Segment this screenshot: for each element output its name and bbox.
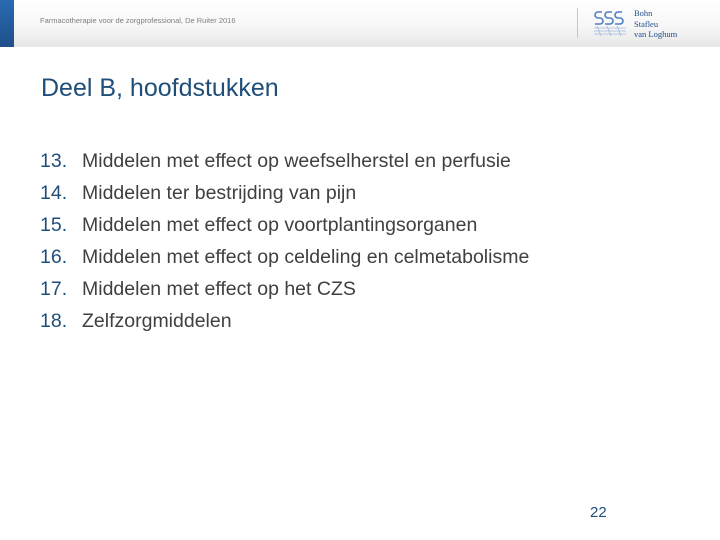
chapter-number: 13. bbox=[40, 150, 68, 172]
left-accent-bar bbox=[0, 0, 14, 47]
chapter-label: Middelen ter bestrijding van pijn bbox=[82, 182, 357, 204]
chapter-number: 14. bbox=[40, 182, 68, 204]
chapter-label: Middelen met effect op voortplantingsorganen bbox=[82, 214, 478, 236]
chapter-item bbox=[40, 241, 529, 273]
chapter-label: Middelen met effect op celdeling en celmetabolisme bbox=[82, 246, 530, 268]
chapter-list bbox=[40, 145, 529, 337]
logo-line: van Loghum bbox=[634, 29, 678, 39]
logo-line: Stafleu bbox=[634, 18, 659, 29]
publisher-logo-icon bbox=[592, 8, 628, 38]
chapter-label: Middelen met effect op weefselherstel en perfusie bbox=[82, 150, 511, 172]
chapter-item bbox=[40, 209, 529, 241]
publisher-logo-text bbox=[634, 8, 677, 40]
slide-title: Deel B, hoofdstukken bbox=[41, 74, 279, 102]
header-divider bbox=[577, 8, 578, 38]
chapter-label: Zelfzorgmiddelen bbox=[82, 310, 232, 332]
chapter-label: Middelen met effect op het CZS bbox=[82, 278, 356, 300]
chapter-number: 16. bbox=[40, 246, 68, 268]
header-text: Farmacotherapie voor de zorgprofessional, De Ruiter 2016 bbox=[40, 16, 236, 25]
chapter-item bbox=[40, 145, 529, 177]
chapter-number: 15. bbox=[40, 214, 68, 236]
chapter-item bbox=[40, 305, 529, 337]
logo-line: Bohn bbox=[634, 8, 653, 18]
chapter-number: 18. bbox=[40, 310, 68, 332]
page-number: 22 bbox=[590, 504, 607, 521]
chapter-number: 17. bbox=[40, 278, 68, 300]
chapter-item bbox=[40, 273, 529, 305]
chapter-item bbox=[40, 177, 529, 209]
